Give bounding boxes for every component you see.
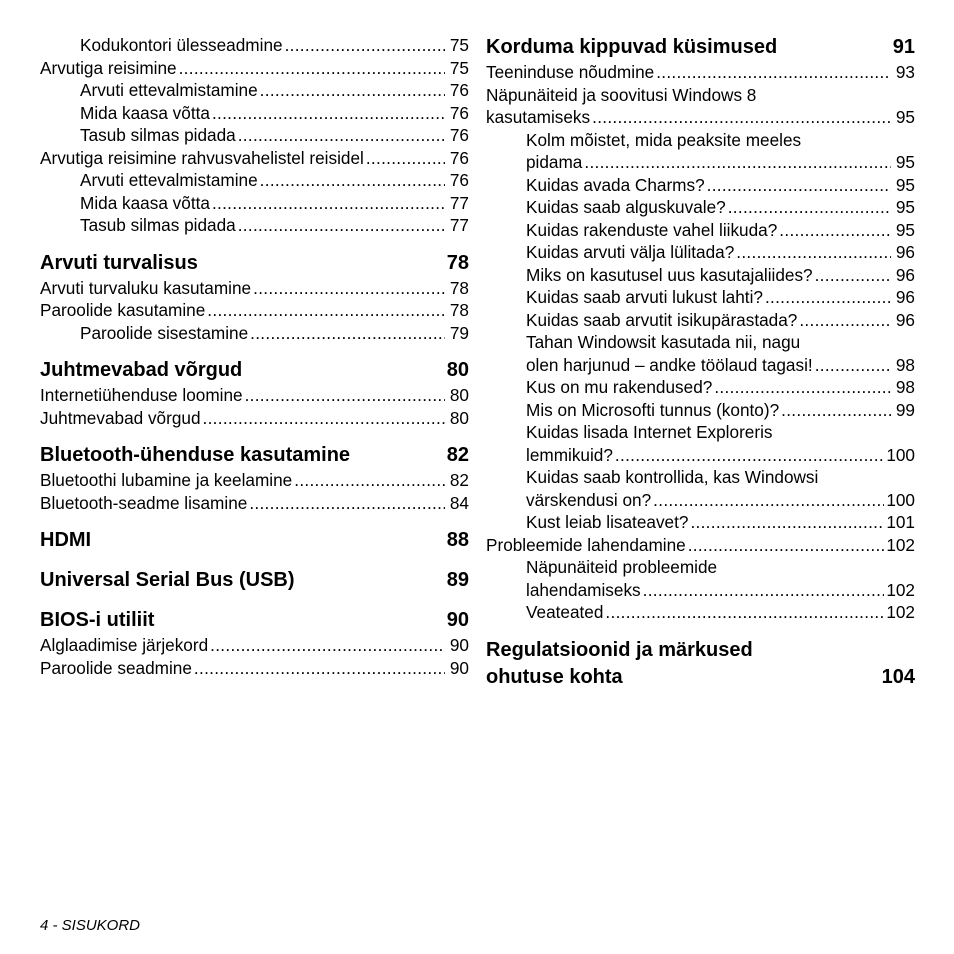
toc-entry[interactable] — [486, 106, 915, 129]
toc-entry-page: 100 — [886, 489, 915, 510]
dot-leader — [253, 277, 445, 300]
dot-leader — [643, 579, 885, 602]
dot-leader — [605, 601, 884, 624]
dot-leader — [781, 399, 891, 422]
toc-entry[interactable] — [486, 61, 915, 84]
dot-leader — [249, 492, 445, 515]
toc-entry-page: 80 — [449, 385, 469, 405]
toc-entry-page: 98 — [895, 354, 915, 375]
toc-heading-page: 104 — [881, 665, 915, 688]
toc-entry[interactable] — [486, 241, 915, 264]
toc-heading-title: Universal Serial Bus (USB) — [40, 569, 295, 591]
toc-entry-page: 76 — [449, 125, 469, 145]
toc-entry-line — [486, 421, 915, 444]
toc-entry-title: Bluetoothi lubamine ja keelamine — [40, 470, 293, 490]
toc-heading[interactable] — [40, 527, 469, 554]
toc-entry-title: Mida kaasa võtta — [80, 102, 210, 123]
toc-entry-page: 95 — [895, 197, 915, 217]
toc-heading-title: Arvuti turvalisus — [40, 251, 198, 274]
dot-leader — [210, 634, 445, 657]
toc-heading-title: Bluetooth-ühenduse kasutamine — [40, 444, 351, 466]
toc-entry[interactable] — [40, 277, 469, 300]
toc-entry-title: Kolm mõistet, mida peaksite meeles — [526, 129, 802, 150]
toc-entry[interactable] — [486, 511, 915, 534]
dot-leader — [212, 102, 445, 125]
toc-entry-title: Tahan Windowsit kasutada nii, nagu — [526, 332, 801, 352]
page-footer: 4 - SISUKORD — [40, 917, 141, 934]
dot-leader — [707, 174, 891, 197]
toc-entry-title: Miks on kasutusel uus kasutajaliides? — [526, 264, 813, 285]
toc-entry-page: 102 — [886, 579, 915, 600]
toc-entry-title: Kuidas rakenduste vahel liikuda? — [526, 219, 778, 240]
toc-heading[interactable] — [40, 442, 469, 469]
toc-entry-title: Internetiühenduse loomine — [40, 385, 243, 405]
toc-entry[interactable] — [40, 469, 469, 492]
toc-entry-title: Kus on mu rakendused? — [526, 377, 713, 397]
toc-heading-page: 82 — [446, 444, 469, 466]
toc-entry-page: 82 — [449, 470, 469, 490]
toc-entry-page: 95 — [895, 107, 915, 127]
toc-entry-page: 96 — [895, 287, 915, 307]
toc-entry-page: 99 — [895, 399, 915, 420]
toc-entry[interactable] — [486, 444, 915, 467]
toc-entry-title: Alglaadimise järjekord — [40, 635, 209, 655]
toc-entry-page: 80 — [449, 407, 469, 428]
toc-entry-title: lemmikuid? — [526, 444, 613, 465]
toc-entry-title: Kuidas arvuti välja lülitada? — [526, 242, 735, 262]
dot-leader — [212, 192, 445, 215]
dot-leader — [690, 511, 884, 534]
dot-leader — [203, 407, 445, 430]
toc-entry-title: Arvuti ettevalmistamine — [80, 170, 258, 190]
toc-entry-page: 75 — [449, 35, 469, 55]
toc-entry-page: 76 — [449, 102, 469, 123]
dot-leader — [238, 124, 445, 147]
toc-entry-title: Kuidas avada Charms? — [526, 174, 705, 195]
toc-entry-page: 76 — [449, 80, 469, 100]
toc-entry-title: Tasub silmas pidada — [80, 125, 236, 145]
toc-entry[interactable] — [486, 354, 915, 377]
toc-entry-title: Paroolide sisestamine — [80, 322, 249, 343]
toc-entry-page: 100 — [886, 444, 915, 465]
toc-entry-page: 76 — [449, 147, 469, 168]
toc-heading[interactable] — [40, 250, 469, 277]
toc-entry-title: Veateated — [526, 602, 604, 622]
toc-entry-title: Kuidas saab alguskuvale? — [526, 197, 726, 217]
toc-entry[interactable] — [486, 579, 915, 602]
toc-entry-title: Tasub silmas pidada — [80, 215, 236, 235]
dot-leader — [207, 299, 445, 322]
toc-entry[interactable] — [40, 79, 469, 102]
toc-entry-page: 84 — [449, 492, 469, 513]
toc-entry-page: 96 — [895, 264, 915, 285]
toc-entry-page: 77 — [449, 192, 469, 213]
toc-entry[interactable] — [40, 192, 469, 215]
toc-entry[interactable] — [40, 169, 469, 192]
toc-entry-title: Probleemide lahendamine — [486, 534, 686, 555]
dot-leader — [285, 34, 445, 57]
toc-entry-page: 96 — [895, 242, 915, 262]
toc-entry-title: Arvutiga reisimine rahvusvahelistel reisidel — [40, 147, 364, 168]
toc-entry[interactable] — [486, 264, 915, 287]
dot-leader — [653, 489, 884, 512]
dot-leader — [728, 196, 891, 219]
toc-entry[interactable] — [40, 384, 469, 407]
toc-heading-title: BIOS-i utiliit — [40, 609, 155, 631]
toc-entry-title: Teeninduse nõudmine — [486, 62, 655, 82]
toc-entry[interactable] — [40, 102, 469, 125]
toc-entry[interactable] — [486, 376, 915, 399]
toc-entry-title: Kuidas saab arvutit isikupärastada? — [526, 309, 798, 330]
toc-entry-page: 78 — [449, 300, 469, 320]
toc-entry[interactable] — [486, 309, 915, 332]
toc-entry-page: 76 — [449, 170, 469, 190]
toc-entry-page: 93 — [895, 62, 915, 82]
dot-leader — [245, 384, 445, 407]
toc-entry[interactable] — [40, 492, 469, 515]
toc-entry-line — [486, 466, 915, 489]
toc-entry-page: 95 — [895, 174, 915, 195]
toc-entry-page: 98 — [895, 377, 915, 397]
toc-entry-page: 79 — [449, 322, 469, 343]
toc-entry-page: 96 — [895, 309, 915, 330]
toc-entry-title: Mida kaasa võtta — [80, 192, 210, 213]
dot-leader — [366, 147, 445, 170]
dot-leader — [815, 354, 891, 377]
toc-entry-title: Bluetooth-seadme lisamine — [40, 492, 248, 513]
toc-heading-page: 78 — [446, 251, 469, 274]
toc-entry[interactable] — [486, 489, 915, 512]
toc-entry[interactable] — [486, 151, 915, 174]
toc-entry-title: Näpunäiteid ja soovitusi Windows 8 — [486, 84, 757, 105]
toc-entry-title: Kuidas saab kontrollida, kas Windowsi — [526, 467, 819, 487]
toc-heading-page: 89 — [446, 569, 469, 591]
toc-entry[interactable] — [486, 399, 915, 422]
dot-leader — [260, 169, 445, 192]
toc-entry-page: 95 — [895, 152, 915, 172]
toc-heading[interactable] — [486, 637, 915, 691]
toc-entry-page: 101 — [886, 512, 915, 532]
dot-leader — [294, 469, 445, 492]
toc-entry-title: olen harjunud – andke töölaud tagasi! — [526, 354, 813, 375]
toc-heading-line — [486, 664, 915, 691]
dot-leader — [238, 214, 445, 237]
dot-leader — [179, 57, 445, 80]
toc-heading[interactable] — [40, 357, 469, 384]
toc-entry-title: Näpunäiteid probleemide — [526, 557, 718, 577]
toc-entry[interactable] — [486, 601, 915, 624]
toc-heading[interactable] — [40, 567, 469, 594]
toc-heading-page: 88 — [446, 529, 469, 551]
dot-leader — [815, 264, 891, 287]
toc-heading-page: 90 — [446, 609, 469, 631]
toc-entry[interactable] — [40, 634, 469, 657]
toc-entry-title: kasutamiseks — [486, 107, 591, 127]
toc-entry-title: Arvutiga reisimine — [40, 57, 177, 78]
toc-entry-line — [486, 331, 915, 354]
toc-entry-title: Kuidas lisada Internet Exploreris — [526, 422, 773, 442]
toc-entry-title: Kust leiab lisateavet? — [526, 512, 689, 532]
toc-entry[interactable] — [40, 34, 469, 57]
toc-entry-title: Kuidas saab arvuti lukust lahti? — [526, 287, 763, 307]
toc-entry-page: 95 — [895, 219, 915, 240]
toc-entry-page: 75 — [449, 57, 469, 78]
toc-heading-title: Regulatsioonid ja märkused — [486, 638, 753, 661]
toc-column-right — [486, 34, 915, 691]
toc-entry-title: Arvuti turvaluku kasutamine — [40, 277, 252, 298]
toc-entry-title: pidama — [526, 152, 583, 172]
toc-entry[interactable] — [40, 57, 469, 80]
toc-entry-title: Paroolide kasutamine — [40, 300, 206, 320]
toc-heading-page: 91 — [892, 36, 915, 58]
toc-entry-title: Arvuti ettevalmistamine — [80, 80, 258, 100]
dot-leader — [765, 286, 891, 309]
toc-entry[interactable] — [486, 174, 915, 197]
toc-heading-title: HDMI — [40, 529, 92, 551]
toc-entry-title: Paroolide seadmine — [40, 657, 192, 678]
toc-entry[interactable] — [40, 214, 469, 237]
dot-leader — [194, 657, 445, 680]
toc-entry-title: Kodukontori ülesseadmine — [80, 35, 283, 55]
toc-entry[interactable] — [40, 407, 469, 430]
toc-entry[interactable] — [486, 196, 915, 219]
toc-entry-line — [486, 84, 915, 107]
toc-entry[interactable] — [40, 657, 469, 680]
dot-leader — [584, 151, 891, 174]
dot-leader — [260, 79, 445, 102]
dot-leader — [779, 219, 891, 242]
toc-entry-line — [486, 129, 915, 152]
toc-entry-page: 102 — [886, 534, 915, 555]
toc-heading[interactable] — [40, 607, 469, 634]
toc-entry[interactable] — [486, 286, 915, 309]
toc-entry[interactable] — [486, 219, 915, 242]
dot-leader — [592, 106, 891, 129]
toc-entry-page: 90 — [449, 657, 469, 678]
toc-column-left — [40, 34, 469, 679]
toc-entry-page: 78 — [449, 277, 469, 298]
toc-entry-page: 90 — [449, 635, 469, 655]
toc-heading-title: Korduma kippuvad küsimused — [486, 36, 778, 58]
toc-entry-title: Juhtmevabad võrgud — [40, 407, 201, 428]
dot-leader — [799, 309, 891, 332]
toc-entry-title: lahendamiseks — [526, 579, 641, 600]
toc-heading-page: 80 — [446, 359, 469, 381]
toc-entry-page: 77 — [449, 215, 469, 235]
dot-leader — [714, 376, 891, 399]
toc-heading-title: Juhtmevabad võrgud — [40, 359, 243, 381]
dot-leader — [688, 534, 885, 557]
toc-entry[interactable] — [40, 299, 469, 322]
toc-entry-page: 102 — [886, 602, 915, 622]
dot-leader — [615, 444, 884, 467]
toc-entry[interactable] — [40, 322, 469, 345]
toc-entry-title: värskendusi on? — [526, 489, 652, 510]
toc-entry-line — [486, 556, 915, 579]
toc-entry[interactable] — [40, 124, 469, 147]
dot-leader — [736, 241, 891, 264]
dot-leader — [656, 61, 891, 84]
toc-entry[interactable] — [486, 534, 915, 557]
toc-heading[interactable] — [486, 34, 915, 61]
toc-entry-title: Mis on Microsofti tunnus (konto)? — [526, 399, 780, 420]
toc-heading-title-cont: ohutuse kohta — [486, 665, 623, 688]
dot-leader — [250, 322, 445, 345]
toc-entry[interactable] — [40, 147, 469, 170]
